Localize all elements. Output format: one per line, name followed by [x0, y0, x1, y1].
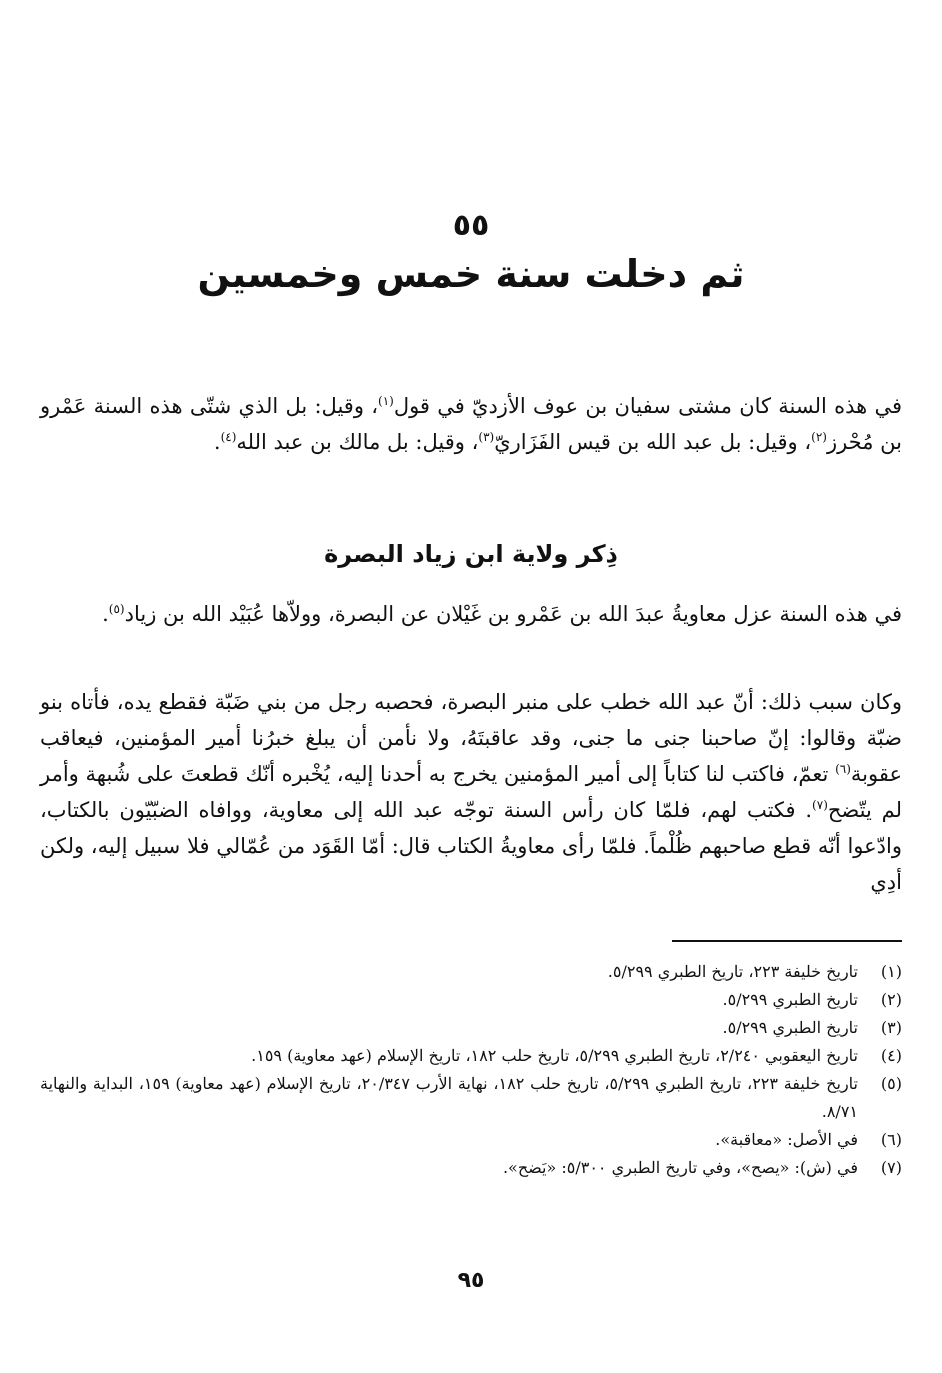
chapter-title: ثم دخلت سنة خمس وخمسين — [197, 252, 745, 296]
footnote-marker-4: (٤) — [220, 430, 237, 444]
footnotes-list — [40, 958, 902, 1182]
footnote-item — [40, 1014, 902, 1042]
footnote-marker-6: (٦) — [835, 762, 851, 776]
footnote-item — [40, 1042, 902, 1070]
footnote-text: في (ش): «يصح»، وفي تاريخ الطبري ٥/٣٠٠: «يَضح». — [502, 1158, 858, 1177]
footnote-text: تاريخ الطبري ٥/٢٩٩. — [722, 1018, 858, 1037]
footnote-item — [40, 1070, 902, 1126]
footnote-number: (٢) — [880, 990, 902, 1009]
footnote-number: (٥) — [880, 1074, 902, 1093]
footnote-item — [40, 986, 902, 1014]
footnote-marker-3: (٣) — [478, 430, 495, 444]
paragraph-1 — [40, 388, 902, 460]
paragraph-3-text-b: تعمّ، فاكتب لنا كتاباً إلى أمير المؤمنين يخرج به أحدنا إليه، يُخْبره أنّك قطعتَ على شُبهة وأمر لم يتّضح — [40, 762, 902, 822]
paragraph-2-text-a: في هذه السنة عزل معاويةُ عبدَ الله بن عَمْرو بن غَيْلان عن البصرة، وولاّها عُبَيْد الله بن زياد — [124, 602, 902, 626]
footnote-text: تاريخ خليفة ٢٢٣، تاريخ الطبري ٥/٢٩٩، تاريخ حلب ١٨٢، نهاية الأرب ٢٠/٣٤٧، تاريخ الإسلام (عهد معاوية) ١٥٩، البداية والنهاية ٨/٧١. — [40, 1074, 859, 1121]
footnote-text: تاريخ خليفة ٢٢٣، تاريخ الطبري ٥/٢٩٩. — [607, 962, 858, 981]
footnote-marker-5: (٥) — [108, 602, 125, 616]
footnote-marker-1: (١) — [378, 394, 394, 408]
paragraph-2-text-b: . — [102, 602, 109, 626]
paragraph-1-text-d: ، وقيل: بل مالك بن عبد الله — [236, 430, 479, 454]
footnote-number: (٧) — [880, 1158, 902, 1177]
footnote-divider — [672, 940, 902, 942]
paragraph-1-text-b: ، وقيل: بل الذي شتّى هذه السنة عَمْرو بن مُحْرز — [40, 394, 902, 454]
paragraph-3 — [40, 684, 902, 900]
paragraph-1-text-e: . — [213, 430, 221, 454]
paragraph-3-text-a: وكان سبب ذلك: أنّ عبد الله خطب على منبر البصرة، فحصبه رجل من بني ضَبّة فقطع يده، فأتاه بنو ضبّة وقالوا: إنّ صاحبنا جنى ما جنى، وقد عاقبتَهُ، ولا نأمن أن يبلغ خبرُنا أمير المؤمنين، فيعاقب عقوبة — [40, 690, 902, 786]
footnote-marker-2: (٢) — [811, 430, 827, 444]
page-number: ٩٥ — [457, 1268, 485, 1293]
footnote-number: (٣) — [880, 1018, 902, 1037]
footnote-text: تاريخ اليعقوبي ٢/٢٤٠، تاريخ الطبري ٥/٢٩٩، تاريخ حلب ١٨٢، تاريخ الإسلام (عهد معاوية) ١٥٩. — [251, 1046, 858, 1065]
section-heading: ذِكر ولاية ابن زياد البصرة — [324, 540, 618, 568]
footnote-item — [40, 958, 902, 986]
paragraph-1-text-a: في هذه السنة كان مشتى سفيان بن عوف الأزديّ في قول — [393, 394, 902, 418]
footnote-text: تاريخ الطبري ٥/٢٩٩. — [722, 990, 858, 1009]
footnote-number: (٤) — [880, 1046, 902, 1065]
paragraph-2 — [40, 596, 902, 632]
paragraph-1-text-c: ، وقيل: بل عبد الله بن قيس الفَزَاريّ — [494, 430, 812, 454]
paragraph-3-text-c: . فكتب لهم، فلمّا كان رأس السنة توجّه عبد الله إلى معاوية، ووافاه الضبّيّون بالكتاب، وادّعوا أنّه قطع صاحبهم ظُلْماً. فلمّا رأى معاويةُ الكتاب قال: أمّا القَوَد من عُمّالي فلا سبيل إليه، ولكن أدِي — [40, 798, 902, 894]
footnote-number: (١) — [880, 962, 902, 981]
footnote-item — [40, 1154, 902, 1182]
footnote-number: (٦) — [880, 1130, 902, 1149]
footnote-marker-7: (٧) — [812, 798, 828, 812]
chapter-number: ٥٥ — [452, 208, 490, 243]
footnote-item — [40, 1126, 902, 1154]
footnote-text: في الأصل: «معاقبة». — [715, 1130, 858, 1149]
